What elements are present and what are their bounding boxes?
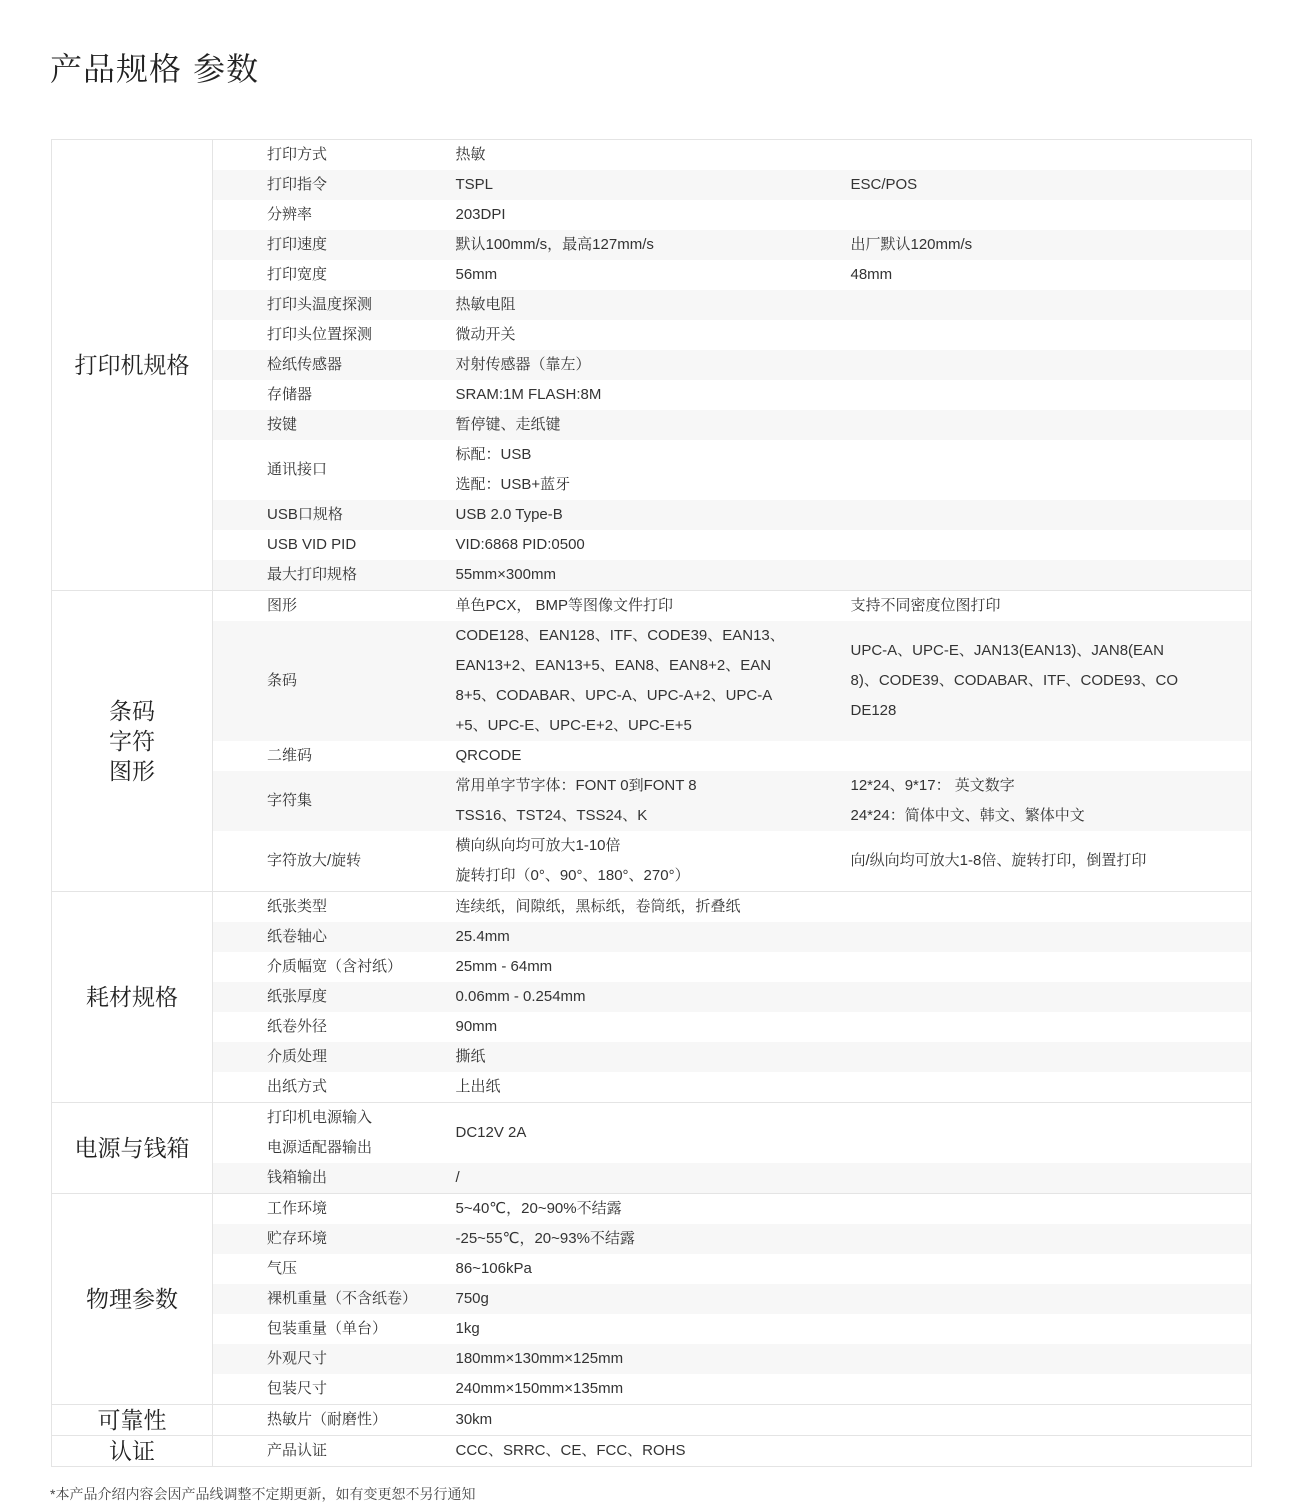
category-label: 字符 [109,728,155,754]
spec-label-text: 打印机电源输入 [267,1109,373,1126]
spec-label-text: 工作环境 [267,1200,328,1217]
spec-value-line: UPC-A、UPC-E、JAN13(EAN13)、JAN8(EAN [850,642,1164,659]
spec-label [213,560,432,591]
spec-row [52,410,1252,440]
spec-row [52,230,1252,260]
spec-label [213,1374,432,1405]
spec-value-line: 180mm×130mm×125mm [455,1350,624,1367]
spec-value-line: 8+5、CODABAR、UPC-A、UPC-A+2、UPC-A [455,687,773,704]
spec-value-line: 选配：USB+蓝牙 [455,476,571,493]
spec-label [213,1012,432,1042]
spec-value-alt [841,741,1252,771]
spec-row [52,170,1252,200]
category-cell [52,140,213,591]
category-cell [52,1436,213,1467]
spec-label [213,982,432,1012]
spec-label-text: 包装尺寸 [267,1380,328,1397]
category-label: 打印机规格 [74,352,190,378]
spec-value-line: 连续纸，间隙纸，黑标纸，卷筒纸，折叠纸 [455,898,741,915]
spec-value [432,530,841,560]
category-cell [52,892,213,1103]
spec-value [432,1163,841,1194]
spec-row [52,952,1252,982]
spec-value-line: 55mm×300mm [455,566,556,583]
spec-label-text: 打印头位置探测 [267,326,373,343]
spec-value-line: +5、UPC-E、UPC-E+2、UPC-E+5 [455,717,692,734]
spec-value-line: DE128 [850,702,897,719]
spec-row [52,140,1252,171]
spec-value-line: 750g [455,1290,489,1307]
spec-value-line: QRCODE [455,747,522,764]
spec-row [52,621,1252,741]
spec-label [213,1314,432,1344]
spec-label-text: USB VID PID [267,536,357,553]
spec-value [432,982,841,1012]
spec-value [432,410,841,440]
spec-value-line: 撕纸 [455,1048,486,1065]
spec-value-line: 203DPI [455,206,506,223]
spec-value-alt [841,1405,1252,1436]
spec-value-alt [841,140,1252,171]
spec-label-text: 钱箱输出 [267,1169,328,1186]
spec-value [432,1103,841,1164]
spec-value [432,1374,841,1405]
spec-value-line: 出厂默认120mm/s [850,236,973,253]
spec-label-text: 条码 [267,672,298,689]
spec-value-line: 对射传感器（靠左） [455,356,591,373]
spec-value [432,290,841,320]
spec-value [432,1042,841,1072]
spec-value-alt [841,771,1252,831]
spec-value-alt [841,1103,1252,1164]
spec-value [432,1012,841,1042]
spec-label-text: 纸张厚度 [267,988,328,1005]
spec-value-alt [841,350,1252,380]
category-label: 图形 [109,758,155,784]
spec-row [52,1012,1252,1042]
spec-value-line: CODE128、EAN128、ITF、CODE39、EAN13、 [455,627,785,644]
spec-value-line: 热敏 [455,146,486,163]
spec-row [52,440,1252,500]
spec-label-text: 通讯接口 [267,461,328,478]
spec-value-line: 向/纵向均可放大1-8倍、旋转打印，倒置打印 [850,852,1147,869]
spec-value-alt [841,1314,1252,1344]
spec-label [213,500,432,530]
spec-row [52,260,1252,290]
spec-label-text: 贮存环境 [267,1230,328,1247]
spec-label [213,1436,432,1467]
spec-label-text: 纸张类型 [267,898,328,915]
spec-row [52,1072,1252,1103]
spec-value-alt [841,1284,1252,1314]
spec-value [432,831,841,892]
spec-label-text: 字符集 [267,792,313,809]
spec-value [432,140,841,171]
spec-value [432,170,841,200]
spec-label-text: 打印宽度 [267,266,328,283]
spec-value [432,440,841,500]
spec-label [213,440,432,500]
spec-row [52,320,1252,350]
spec-value-line: 86~106kPa [455,1260,532,1277]
page-title: 产品规格 参数 [50,50,260,88]
category-cell [52,1405,213,1436]
spec-value-line: 8)、CODE39、CODABAR、ITF、CODE93、CO [850,672,1179,689]
spec-label [213,922,432,952]
spec-row [52,1436,1252,1467]
spec-label [213,1042,432,1072]
spec-row [52,771,1252,831]
spec-label [213,1405,432,1436]
spec-value-alt [841,560,1252,591]
spec-value-alt [841,260,1252,290]
spec-label [213,831,432,892]
spec-value-line: 标配：USB [455,446,532,463]
spec-value-line: 上出纸 [455,1078,501,1095]
spec-value [432,230,841,260]
spec-value-alt [841,831,1252,892]
spec-label-text: 二维码 [267,747,313,764]
spec-value-alt [841,1224,1252,1254]
spec-value-alt [841,892,1252,923]
spec-label-text: 按键 [267,416,298,433]
spec-label [213,1284,432,1314]
spec-value-alt [841,170,1252,200]
spec-value-line: 240mm×150mm×135mm [455,1380,624,1397]
spec-row [52,560,1252,591]
spec-row [52,1254,1252,1284]
footnote: *本产品介绍内容会因产品线调整不定期更新，如有变更恕不另行通知 [50,1486,476,1502]
spec-row [52,530,1252,560]
spec-value-alt [841,1344,1252,1374]
spec-label [213,230,432,260]
spec-value-line: 支持不同密度位图打印 [850,597,1001,614]
spec-value [432,560,841,591]
spec-value-line: 暂停键、走纸键 [455,416,561,433]
spec-value [432,1436,841,1467]
spec-row [52,982,1252,1012]
spec-row [52,1374,1252,1405]
spec-label-text: 热敏片（耐磨性） [267,1411,388,1428]
category-label: 条码 [109,698,155,724]
spec-label [213,290,432,320]
spec-label-text: 打印方式 [267,146,328,163]
spec-value-line: CCC、SRRC、CE、FCC、ROHS [455,1442,686,1459]
spec-value-alt [841,1163,1252,1194]
spec-row [52,350,1252,380]
spec-label-text: 出纸方式 [267,1078,328,1095]
spec-value-alt [841,1072,1252,1103]
spec-value-alt [841,591,1252,622]
spec-value-line: USB 2.0 Type-B [455,506,563,523]
spec-row [52,1042,1252,1072]
category-label: 物理参数 [86,1286,178,1312]
spec-row [52,380,1252,410]
spec-value [432,1405,841,1436]
spec-label [213,952,432,982]
spec-value [432,771,841,831]
spec-label [213,591,432,622]
spec-label-text: 打印速度 [267,236,328,253]
spec-label [213,1163,432,1194]
spec-value-alt [841,982,1252,1012]
spec-value-line: TSS16、TST24、TSS24、K [455,807,648,824]
spec-label [213,892,432,923]
spec-label [213,170,432,200]
spec-value [432,922,841,952]
spec-value-alt [841,320,1252,350]
spec-value-alt [841,440,1252,500]
spec-value-alt [841,1194,1252,1225]
spec-label [213,260,432,290]
spec-row [52,200,1252,230]
spec-label-text: 包装重量（单台） [267,1320,388,1337]
spec-value-alt [841,530,1252,560]
spec-label [213,200,432,230]
spec-label-text: 介质处理 [267,1048,328,1065]
spec-row [52,1224,1252,1254]
spec-label-text: 分辨率 [267,206,313,223]
category-cell [52,1194,213,1405]
spec-value-alt [841,290,1252,320]
spec-label-text: 打印指令 [267,176,328,193]
spec-value [432,1194,841,1225]
spec-row [52,1194,1252,1225]
spec-label [213,380,432,410]
spec-value-line: 热敏电阻 [455,296,516,313]
spec-value-alt [841,230,1252,260]
spec-label [213,1072,432,1103]
spec-table [51,139,1252,1467]
spec-label-text: 最大打印规格 [267,566,358,583]
spec-value [432,1072,841,1103]
spec-value-line: 旋转打印（0°、90°、180°、270°） [455,867,690,884]
spec-value [432,621,841,741]
category-label: 耗材规格 [86,984,178,1010]
spec-label [213,1254,432,1284]
category-label: 认证 [109,1438,155,1464]
spec-value-line: -25~55℃，20~93%不结露 [455,1230,635,1247]
spec-value-line: 12*24、9*17： 英文数字 [850,777,1015,794]
category-cell [52,591,213,892]
spec-label-text: 打印头温度探测 [267,296,373,313]
spec-value-line: 30km [455,1411,493,1428]
spec-value-line: 48mm [850,266,893,283]
spec-label [213,350,432,380]
spec-value [432,260,841,290]
spec-value [432,500,841,530]
spec-row [52,922,1252,952]
spec-label-text: USB口规格 [267,506,343,523]
spec-label-text: 产品认证 [267,1442,328,1459]
spec-row [52,1284,1252,1314]
spec-label-text: 存储器 [267,386,313,403]
spec-label [213,140,432,171]
spec-row [52,892,1252,923]
spec-value-alt [841,200,1252,230]
spec-value-alt [841,500,1252,530]
spec-label [213,320,432,350]
category-cell [52,1103,213,1194]
spec-value-line: 1kg [455,1320,480,1337]
spec-row [52,1314,1252,1344]
spec-value-line: 单色PCX， BMP等图像文件打印 [455,597,674,614]
spec-row [52,1405,1252,1436]
spec-value-line: ESC/POS [850,176,918,193]
spec-value [432,320,841,350]
spec-value [432,952,841,982]
spec-row [52,290,1252,320]
spec-label-text: 外观尺寸 [267,1350,328,1367]
spec-label-text: 检纸传感器 [267,356,343,373]
spec-value-line: 25.4mm [455,928,510,945]
spec-label [213,1344,432,1374]
spec-label-text: 介质幅宽（含衬纸） [267,958,403,975]
spec-row [52,1103,1252,1164]
spec-label [213,771,432,831]
spec-value-line: 90mm [455,1018,498,1035]
spec-value-alt [841,1254,1252,1284]
spec-value-line: 微动开关 [455,326,516,343]
spec-label [213,410,432,440]
spec-label [213,530,432,560]
spec-value-line: 5~40℃，20~90%不结露 [455,1200,622,1217]
spec-row [52,741,1252,771]
spec-value-alt [841,1012,1252,1042]
spec-label-text: 气压 [267,1260,298,1277]
spec-value-line: 默认100mm/s，最高127mm/s [455,236,654,253]
spec-label [213,1194,432,1225]
spec-value-alt [841,621,1252,741]
category-label: 电源与钱箱 [74,1135,190,1161]
spec-value [432,1344,841,1374]
spec-label [213,1103,432,1164]
spec-value [432,1284,841,1314]
spec-label [213,621,432,741]
spec-value [432,892,841,923]
spec-value-alt [841,1436,1252,1467]
spec-value [432,1254,841,1284]
spec-value-alt [841,922,1252,952]
spec-value-line: 0.06mm - 0.254mm [455,988,586,1005]
spec-value [432,1314,841,1344]
spec-value-line: 25mm - 64mm [455,958,553,975]
spec-value-line: TSPL [455,176,494,193]
spec-label [213,1224,432,1254]
spec-label-text: 电源适配器输出 [267,1139,373,1156]
spec-label [213,741,432,771]
spec-value-line: DC12V 2A [455,1124,527,1141]
spec-label-text: 裸机重量（不含纸卷） [267,1290,418,1307]
spec-value-line: 56mm [455,266,498,283]
spec-row [52,1163,1252,1194]
spec-value-line: / [455,1169,460,1186]
spec-value-line: 横向纵向均可放大1-10倍 [455,837,621,854]
spec-row [52,1344,1252,1374]
spec-value [432,200,841,230]
spec-label-text: 纸卷轴心 [267,928,328,945]
spec-value-line: 24*24：简体中文、韩文、繁体中文 [850,807,1085,824]
spec-row [52,831,1252,892]
spec-row [52,591,1252,622]
spec-value [432,591,841,622]
spec-label-text: 图形 [267,597,298,614]
spec-value [432,380,841,410]
spec-value-alt [841,1374,1252,1405]
spec-value [432,741,841,771]
spec-value-line: SRAM:1M FLASH:8M [455,386,602,403]
spec-value-line: EAN13+2、EAN13+5、EAN8、EAN8+2、EAN [455,657,772,674]
spec-value-alt [841,952,1252,982]
spec-label-text: 字符放大/旋转 [267,852,362,869]
spec-row [52,500,1252,530]
spec-value [432,350,841,380]
spec-value-alt [841,1042,1252,1072]
spec-value [432,1224,841,1254]
spec-label-text: 纸卷外径 [267,1018,328,1035]
category-label: 可靠性 [97,1407,167,1433]
spec-value-line: 常用单字节字体：FONT 0到FONT 8 [455,777,697,794]
spec-value-alt [841,410,1252,440]
spec-value-alt [841,380,1252,410]
spec-value-line: VID:6868 PID:0500 [455,536,585,553]
